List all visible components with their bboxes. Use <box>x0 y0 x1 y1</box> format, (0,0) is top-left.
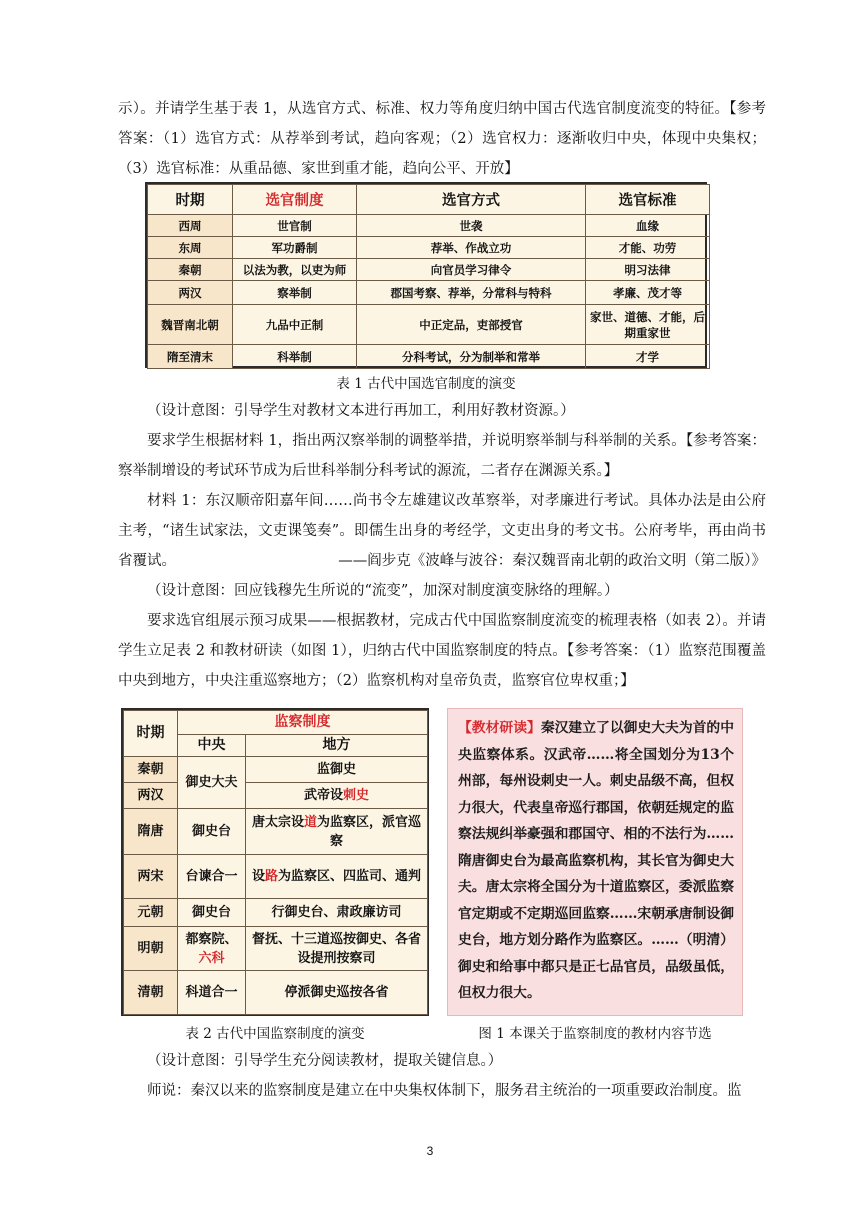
figure-1-caption: 图 1 本课关于监察制度的教材内容节选 <box>478 1026 712 1042</box>
table-cell: 世袭 <box>357 215 586 237</box>
table-cell: 隋至清末 <box>148 345 233 369</box>
paragraph-citation: ——阎步克《波峰与波谷：秦汉魏晋南北朝的政治文明（第二版）》 <box>338 553 766 569</box>
table-cell: 郡国考察、荐举，分常科与特科 <box>357 281 586 305</box>
table-cell: 世官制 <box>233 215 357 237</box>
paragraph-task-material-1: 要求学生根据材料 1，指出两汉察举制的调整举措，并说明察举制与科举制的关系。【参考答案：察举制增设的考试环节成为后世科举制分科考试的源流，二者存在渊源关系。】 <box>118 433 766 479</box>
text-segment: 为监察区、四监司、通判 <box>278 869 422 884</box>
paragraph-material-1: 材料 1：东汉顺帝阳嘉年间……尚书令左雄建议改革察举，对孝廉进行考试。具体办法是由公府主考，“诸生试家法，文吏课笺奏”。即儒生出身的考经学，文吏出身的考文书。公府考毕，再由尚书省覆试。 <box>118 493 766 569</box>
table-cell: 家世、道德、才能，后期重家世 <box>586 305 710 345</box>
table-cell: 两汉 <box>124 783 178 809</box>
table-cell: 血缘 <box>586 215 710 237</box>
table-cell: 西周 <box>148 215 233 237</box>
excerpt-tag: 【教材研读】 <box>458 720 541 736</box>
table-cell: 秦朝 <box>124 757 178 783</box>
table-cell <box>178 927 246 971</box>
table-cell: 科道合一 <box>178 971 246 1015</box>
table-cell: 行御史台、肃政廉访司 <box>246 899 428 927</box>
text-segment: 为监察区，派官巡察 <box>317 814 422 849</box>
table-cell: 孝廉、茂才等 <box>586 281 710 305</box>
paragraph-design-intent-3: （设计意图：引导学生充分阅读教材，提取关键信息。） <box>147 1053 503 1069</box>
paragraph-teacher-says: 师说：秦汉以来的监察制度是建立在中央集权体制下，服务君主统治的一项重要政治制度。监 <box>147 1083 742 1099</box>
table-cell: 东周 <box>148 237 233 259</box>
t2-header-central: 中央 <box>178 735 246 757</box>
table-cell: 科举制 <box>233 345 357 369</box>
table-cell: 向官员学习律令 <box>357 259 586 281</box>
table-cell: 隋唐 <box>124 809 178 855</box>
paragraph-summary-task: 示）。并请学生基于表 1，从选官方式、标准、权力等角度归纳中国古代选官制度流变的特征。【参考答案：（1）选官方式：从荐举到考试，趋向客观；（2）选官权力：逐渐收归中央，体现中央集权；（3）选官标准：从重品德、家世到重才能，趋向公平、开放】 <box>118 101 766 177</box>
table-cell: 御史大夫 <box>178 757 246 809</box>
t2-header-period: 时期 <box>124 711 178 757</box>
table-cell: 察举制 <box>233 281 357 305</box>
table-cell: 两汉 <box>148 281 233 305</box>
t2-header-system: 监察制度 <box>178 711 428 735</box>
table-cell <box>246 809 428 855</box>
t1-header-system: 选官制度 <box>233 185 357 215</box>
table-2-caption: 表 2 古代中国监察制度的演变 <box>185 1026 365 1042</box>
text-segment: 设 <box>251 869 265 884</box>
table-1-selection-system <box>145 182 707 368</box>
text-segment-red: 道 <box>303 814 317 830</box>
table-cell: 明朝 <box>124 927 178 971</box>
paragraph-task-supervision: 要求选官组展示预习成果——根据教材，完成古代中国监察制度流变的梳理表格（如表 2）。并请学生立足表 2 和教材研读（如图 1），归纳古代中国监察制度的特点。【参考答案：（1）监察范围覆盖中央到地方，中央注重巡察地方；（2）监察机构对皇帝负责，监察官位卑权重；】 <box>118 613 766 689</box>
table-cell: 魏晋南北朝 <box>148 305 233 345</box>
table-cell: 元朝 <box>124 899 178 927</box>
t1-header-method: 选官方式 <box>357 185 586 215</box>
table-cell: 明习法律 <box>586 259 710 281</box>
paragraph-design-intent-1: （设计意图：引导学生对教材文本进行再加工，利用好教材资源。） <box>147 403 575 419</box>
table-cell: 监御史 <box>246 757 428 783</box>
table-cell <box>246 855 428 899</box>
table-cell: 两宋 <box>124 855 178 899</box>
text-segment: 都察院、 <box>185 931 238 947</box>
table-cell: 荐举、作战立功 <box>357 237 586 259</box>
table-cell: 才学 <box>586 345 710 369</box>
table-2-supervision-system <box>121 708 429 1016</box>
table-cell: 以法为教，以吏为师 <box>233 259 357 281</box>
table-cell: 督抚、十三道巡按御史、各省设提刑按察司 <box>246 927 428 971</box>
table-cell: 分科考试，分为制举和常举 <box>357 345 586 369</box>
table-cell <box>246 783 428 809</box>
text-segment: 武帝设 <box>303 788 343 803</box>
excerpt-text: 秦汉建立了以御史大夫为首的中央监察体系。汉武帝……将全国划分为13个州部，每州设刺史一人。刺史品级不高，但权力很大，代表皇帝巡行郡国，依朝廷规定的监察法规纠举豪强和郡国守、相的不法行为……隋唐御史台为最高监察机构，其长官为御史大夫。唐太宗将全国分为十道监察区，委派监察官定期或不定期巡回监察……宋朝承唐制设御史台，地方划分路作为监察区。……（明清）御史和给事中都只是正七品官员，品级虽低，但权力很大。 <box>458 720 735 1001</box>
table-cell: 军功爵制 <box>233 237 357 259</box>
t1-header-standard: 选官标准 <box>586 185 710 215</box>
text-segment-red: 刺史 <box>343 788 370 803</box>
text-segment: 唐太宗设 <box>251 814 304 830</box>
table-cell: 秦朝 <box>148 259 233 281</box>
t1-header-period: 时期 <box>148 185 233 215</box>
table-cell: 御史台 <box>178 809 246 855</box>
text-segment-red: 六科 <box>198 950 225 966</box>
table-cell: 御史台 <box>178 899 246 927</box>
t2-header-local: 地方 <box>246 735 428 757</box>
table-cell: 才能、功劳 <box>586 237 710 259</box>
page-number: 3 <box>426 1144 434 1158</box>
table-cell: 停派御史巡按各省 <box>246 971 428 1015</box>
table-cell: 清朝 <box>124 971 178 1015</box>
table-cell: 台谏合一 <box>178 855 246 899</box>
table-cell: 中正定品，吏部授官 <box>357 305 586 345</box>
paragraph-design-intent-2: （设计意图：回应钱穆先生所说的“流变”，加深对制度演变脉络的理解。） <box>147 583 619 599</box>
text-segment-red: 路 <box>264 869 278 884</box>
textbook-excerpt-box <box>447 708 743 1016</box>
table-1-caption: 表 1 古代中国选官制度的演变 <box>336 376 516 392</box>
table-cell: 九品中正制 <box>233 305 357 345</box>
